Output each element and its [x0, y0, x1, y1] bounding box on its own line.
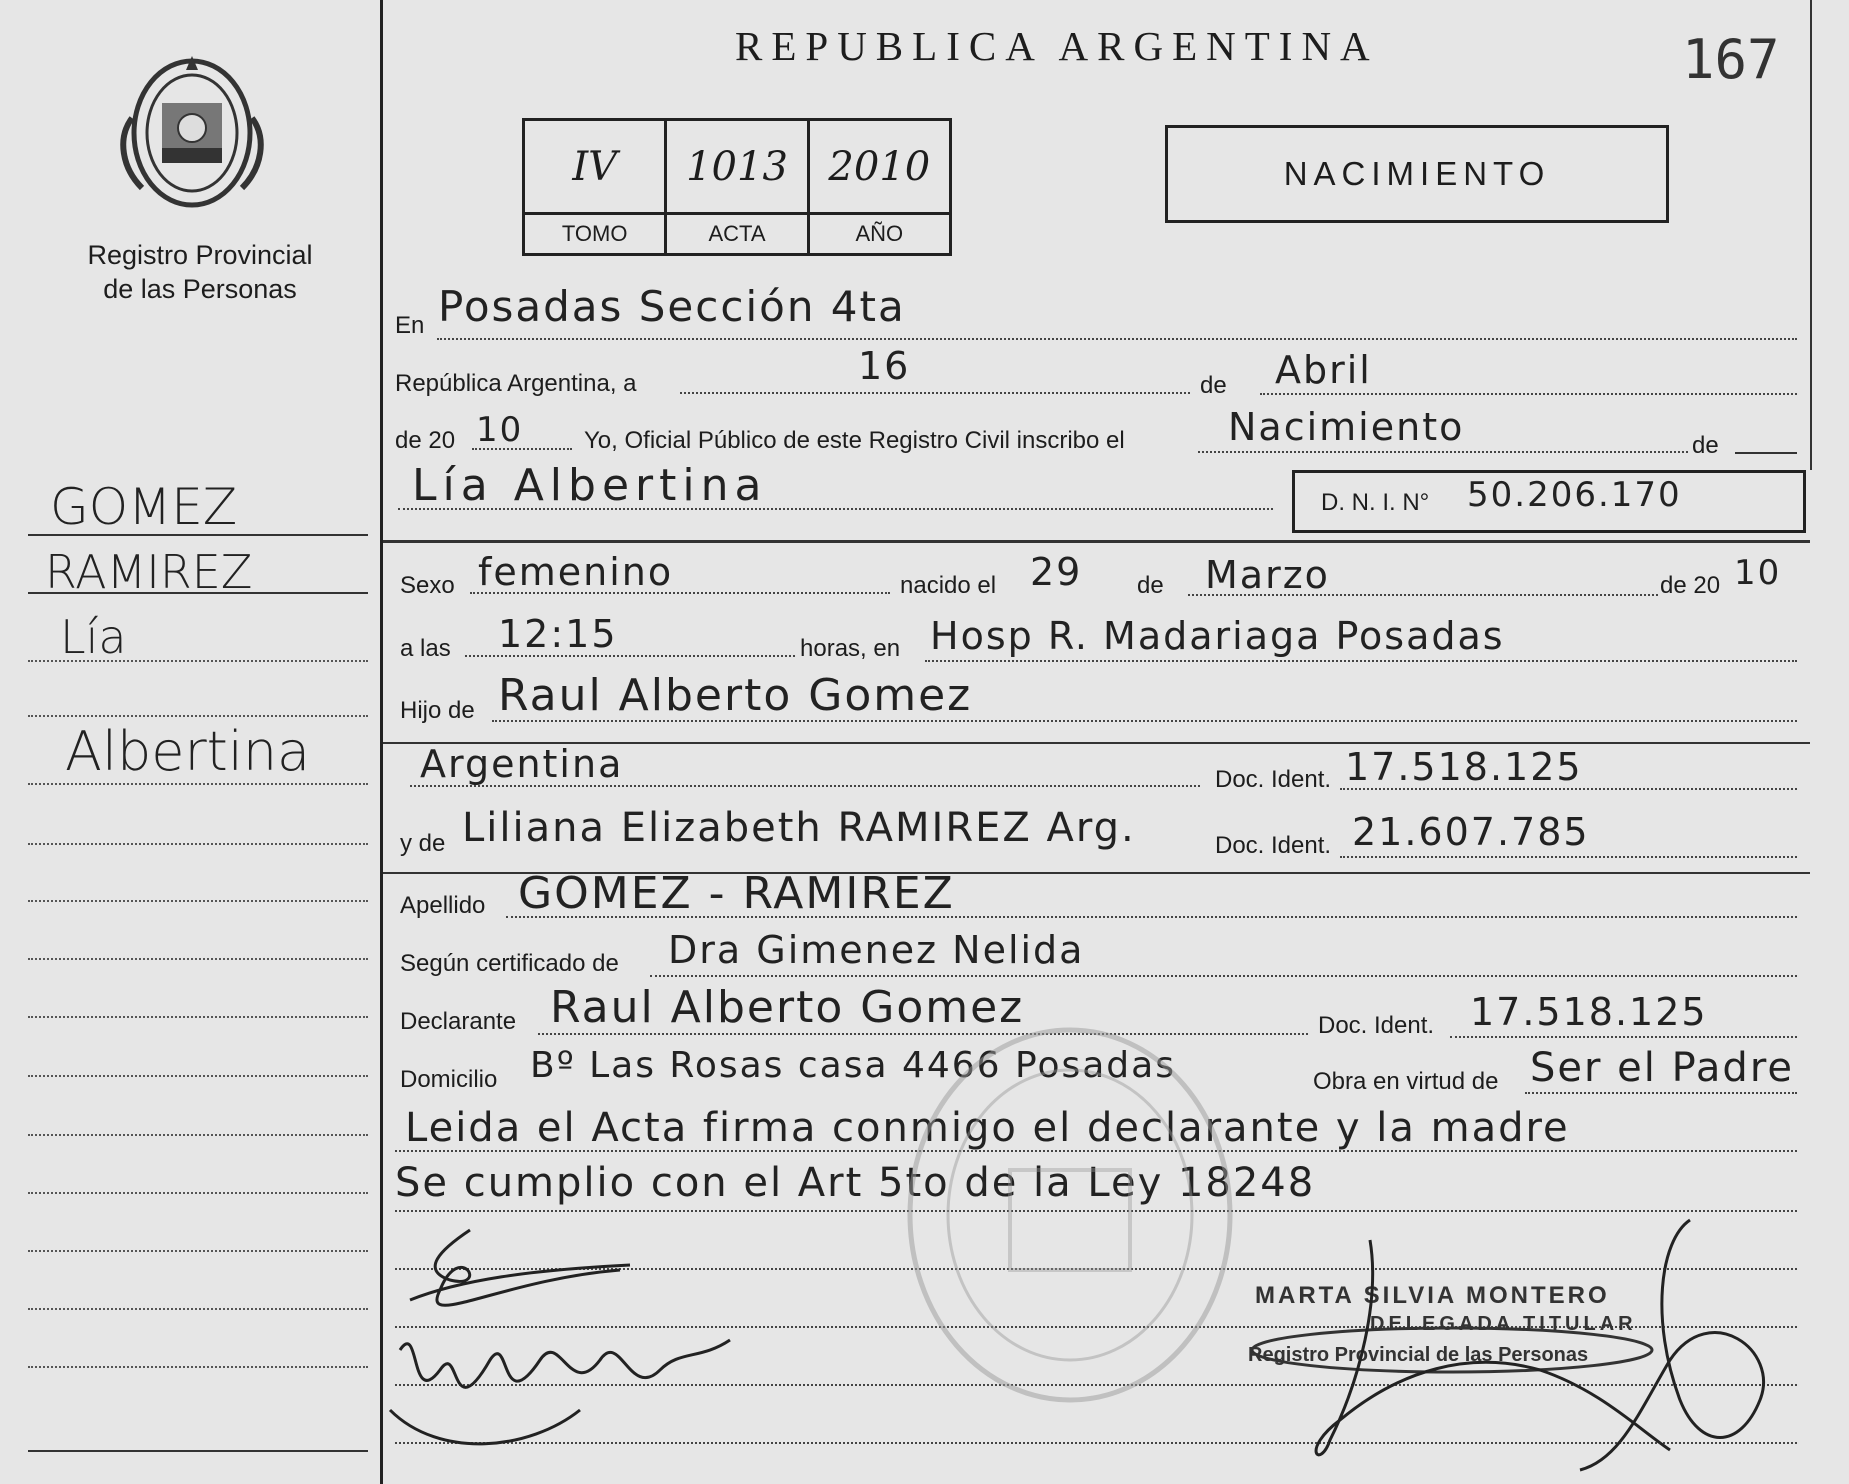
- dotted-line: [1260, 393, 1797, 395]
- de-label-2: de: [1692, 432, 1719, 459]
- dotted-line: [925, 660, 1797, 662]
- name-value: Lía Albertina: [412, 460, 768, 511]
- margin-rule: [28, 534, 368, 536]
- birth-year-value: 10: [1734, 553, 1782, 593]
- registry-name-line1: Registro Provincial: [87, 240, 313, 270]
- father-doc-value: 17.518.125: [1345, 745, 1583, 789]
- underline: [1735, 452, 1797, 454]
- anio-cell: [810, 121, 949, 253]
- de-label: de: [1200, 372, 1227, 399]
- tomo-cell: [525, 121, 667, 253]
- acta-label: ACTA: [708, 221, 766, 246]
- margin-dotted-line: [28, 1308, 368, 1310]
- dotted-line: [1340, 856, 1797, 858]
- margin-given-2: Albertina: [65, 720, 311, 783]
- margin-dotted-line: [28, 958, 368, 960]
- margin-dotted-line: [28, 1366, 368, 1368]
- dni-box: [1292, 470, 1806, 533]
- dotted-line: [465, 655, 795, 657]
- tomo-label: TOMO: [561, 221, 628, 246]
- dotted-line: [492, 720, 1797, 722]
- month-value: Abril: [1275, 348, 1372, 392]
- dni-label: D. N. I. N°: [1321, 489, 1430, 516]
- note-line-2: Se cumplio con el Art 5to de la Ley 18248: [395, 1160, 1316, 1206]
- margin-dotted-line: [28, 715, 368, 717]
- registry-stamp-icon: [900, 1020, 1240, 1410]
- apellido-value: GOMEZ - RAMIREZ: [518, 868, 955, 919]
- y-de-label: y de: [400, 830, 446, 857]
- dotted-line: [472, 448, 572, 450]
- horas-label: horas, en: [800, 635, 901, 662]
- country-title: REPUBLICA ARGENTINA: [735, 23, 1379, 69]
- margin-dotted-line: [28, 783, 368, 785]
- anio-label: AÑO: [855, 221, 904, 246]
- birth-month-value: Marzo: [1205, 553, 1330, 597]
- official-signature-icon: [1240, 1200, 1800, 1484]
- father-value: Raul Alberto Gomez: [498, 670, 973, 721]
- margin-dotted-line: [28, 900, 368, 902]
- en-label: En: [395, 312, 425, 339]
- obra-value: Ser el Padre: [1530, 1045, 1794, 1091]
- mother-doc-label: Doc. Ident.: [1215, 832, 1332, 859]
- inscribo-label: Yo, Oficial Público de este Registro Civil inscribo el: [584, 427, 1125, 454]
- dotted-line: [437, 338, 1797, 340]
- tomo-value: IV: [525, 121, 664, 215]
- section-rule: [383, 540, 1810, 543]
- margin-rule: [28, 1450, 368, 1452]
- right-edge-rule: [1810, 0, 1812, 470]
- day-value: 16: [858, 344, 911, 388]
- nacido-label: nacido el: [900, 572, 997, 599]
- republica-label: República Argentina, a: [395, 370, 637, 397]
- a-las-label: a las: [400, 635, 451, 662]
- en-value: Posadas Sección 4ta: [438, 282, 906, 331]
- father-nationality-value: Argentina: [420, 742, 624, 786]
- place-value: Hosp R. Madariaga Posadas: [930, 614, 1505, 658]
- mother-doc-value: 21.607.785: [1352, 810, 1590, 854]
- note-line-1: Leida el Acta firma conmigo el declarante y la madre: [405, 1105, 1570, 1151]
- dotted-line: [1188, 594, 1658, 596]
- official-role: DELEGADA TITULAR: [1370, 1313, 1637, 1335]
- margin-dotted-line: [28, 843, 368, 845]
- dotted-line: [650, 975, 1797, 977]
- official-name: MARTA SILVIA MONTERO: [1255, 1282, 1610, 1309]
- hour-value: 12:15: [498, 612, 618, 656]
- anio-value: 2010: [810, 121, 949, 215]
- margin-dotted-line: [28, 1134, 368, 1136]
- margin-rule: [28, 592, 368, 594]
- mother-value: Liliana Elizabeth RAMIREZ Arg.: [462, 805, 1136, 851]
- margin-dotted-line: [28, 1016, 368, 1018]
- dni-value: 50.206.170: [1467, 475, 1682, 515]
- dotted-line: [680, 392, 1190, 394]
- dotted-line: [470, 592, 890, 594]
- margin-dotted-line: [28, 1075, 368, 1077]
- margin-dotted-line: [28, 1250, 368, 1252]
- margin-given-1: Lía: [60, 610, 127, 664]
- acta-value: 1013: [667, 121, 806, 215]
- margin-dotted-line: [28, 1192, 368, 1194]
- dotted-line: [1340, 788, 1797, 790]
- apellido-label: Apellido: [400, 892, 486, 919]
- obra-label: Obra en virtud de: [1313, 1068, 1499, 1095]
- folio-number: 167: [1682, 28, 1780, 91]
- margin-surname-1: GOMEZ: [50, 478, 238, 536]
- year-prefix-label: de 20: [395, 427, 456, 454]
- inscribo-value: Nacimiento: [1228, 405, 1465, 449]
- declarante-value: Raul Alberto Gomez: [550, 982, 1025, 1033]
- margin-surname-2: RAMIREZ: [45, 545, 253, 599]
- declarante-doc-label: Doc. Ident.: [1318, 1012, 1435, 1039]
- domicilio-value: Bº Las Rosas casa 4466 Posadas: [530, 1045, 1176, 1086]
- dotted-line: [1450, 1036, 1797, 1038]
- dotted-line: [506, 916, 1797, 918]
- declarante-label: Declarante: [400, 1008, 517, 1035]
- de-label-3: de: [1137, 572, 1164, 599]
- registry-name-line2: de las Personas: [103, 274, 297, 304]
- registry-name: [40, 238, 360, 306]
- sexo-value: femenino: [478, 550, 674, 594]
- year-suffix-value: 10: [476, 410, 524, 450]
- acta-cell: [667, 121, 809, 253]
- segun-label: Según certificado de: [400, 950, 619, 977]
- domicilio-label: Domicilio: [400, 1066, 498, 1093]
- official-office: Registro Provincial de las Personas: [1248, 1344, 1589, 1366]
- dotted-line: [398, 508, 1273, 510]
- provincial-seal-icon: [112, 48, 272, 218]
- birth-year-label: de 20: [1660, 572, 1721, 599]
- dotted-line: [410, 785, 1200, 787]
- declarante-doc-value: 17.518.125: [1470, 990, 1708, 1034]
- margin-dotted-line: [28, 660, 368, 662]
- birth-day-value: 29: [1030, 550, 1083, 594]
- dotted-line: [1525, 1092, 1797, 1094]
- sexo-label: Sexo: [400, 572, 455, 599]
- declarant-signature-icon: [380, 1210, 800, 1480]
- record-type-box: NACIMIENTO: [1165, 125, 1669, 223]
- father-doc-label: Doc. Ident.: [1215, 766, 1332, 793]
- margin-column: [0, 0, 380, 1484]
- dotted-line: [1198, 451, 1688, 453]
- registration-box: [522, 118, 952, 256]
- hijo-label: Hijo de: [400, 697, 475, 724]
- segun-value: Dra Gimenez Nelida: [668, 928, 1085, 972]
